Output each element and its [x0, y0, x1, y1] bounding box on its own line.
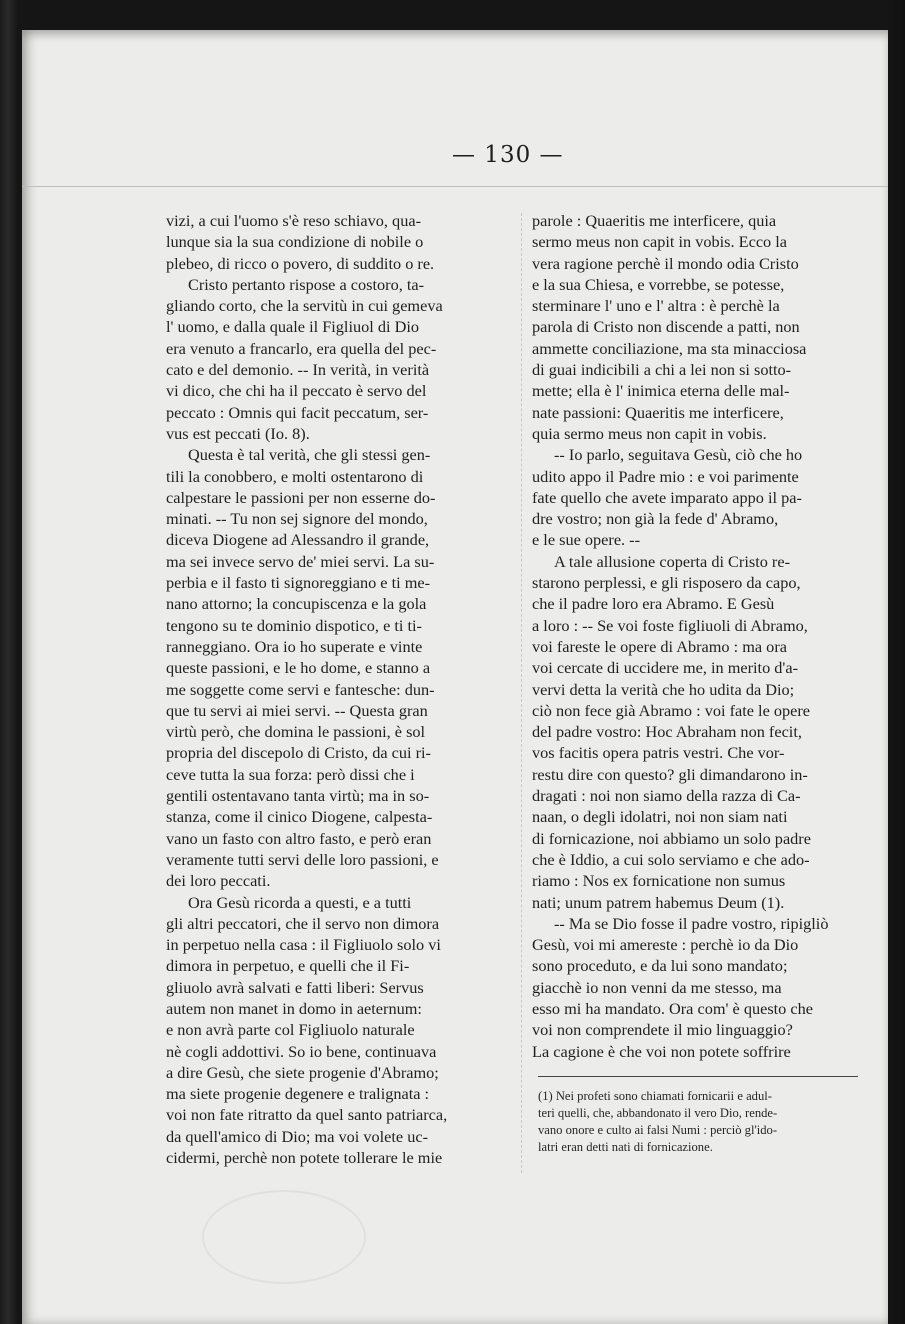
column-divider — [521, 213, 522, 1173]
book-page — [22, 30, 888, 1324]
faded-stamp — [202, 1190, 366, 1284]
left-paragraph: Cristo pertanto rispose a costoro, ta- gliando corto, che la servitù in cui gemeva l' uomo, e dalla quale il Figliuol di Dio era venuto a francarlo, era quella del pec- cato e del demonio. -- In verità, in verità vi dico, che chi ha il peccato è servo del peccato : Omnis qui facit peccatum, ser- vus est peccati (Io. 8). — [166, 274, 443, 443]
left-paragraph: vizi, a cui l'uomo s'è reso schiavo, qua- lunque sia la sua condizione di nobile o plebeo, di ricco o povero, di suddito o re. — [166, 211, 435, 273]
right-paragraph: -- Ma se Dio fosse il padre vostro, ripigliò Gesù, voi mi amereste : perchè io da Dio sono proceduto, e da lui sono mandato; giacchè io non venni da me stesso, ma esso mi ha mandato. Ora com' è questo che voi non comprendete il mio linguaggio? La cagione è che voi non potete soffrire — [532, 913, 829, 1061]
left-paragraph: Ora Gesù ricorda a questi, e a tutti gli altri peccatori, che il servo non dimora in perpetuo nella casa : il Figliuolo solo vi dimora in perpetuo, e quelli che il Fi- gliuolo avrà salvati e fatti liberi: Servus autem non manet in domo in aeternum: e non avrà parte col Figliuolo naturale nè cogli addottivi. So io bene, continuava a dire Gesù, che siete progenie d'Abramo; ma siete progenie degenere e tralignata : voi non fate ritratto da quel santo patriarca, da quell'amico di Dio; ma voi volete uc- cidermi, perchè non potete tollerare le mie — [166, 892, 448, 1168]
left-paragraph: Questa è tal verità, che gli stessi gen- tili la conobbero, e molti ostentarono di calpestare le passioni per non esserne do- minati. -- Tu non sej signore del mondo, diceva Diogene ad Alessandro il grande, ma sei invece servo de' miei servi. La su- perbia e il fasto ti signoreggiano e ti me- nano attorno; la concupiscenza e la gola tengono su te dominio dispotico, e ti ti- ranneggiano. Ora io ho superate e vinte queste passioni, e le ho dome, e stanno a me soggette come servi e fantesche: dun- que tu servi ai miei servi. -- Questa gran virtù però, che domina le passioni, è sol propria del discepolo di Cristo, da cui ri- ceve tutta la sua forza: però dissi che i gentili ostentavano tanta virtù; ma in so- stanza, come il cinico Diogene, calpesta- vano un fasto con altro fasto, e però eran veramente tutti servi delle loro passioni, e dei loro peccati. — [166, 445, 439, 891]
right-paragraph: A tale allusione coperta di Cristo re- starono perplessi, e gli risposero da capo, che il padre loro era Abramo. E Gesù a loro : -- Se voi foste figliuoli di Abramo, voi fareste le opere di Abramo : ma ora voi cercate di uccidere me, in merito d'a- vervi detta la verità che ho udita da Dio; ciò non fece già Abramo : voi fate le opere del padre vostro: Hoc Abraham non fecit, vos facitis opera patris vestri. Che vor- restu dire con questo? gli dimandarono in- dragati : noi non siamo della razza di Ca- naan, o degli idolatri, noi non siam nati di fornicazione, noi abbiamo un solo padre che è Iddio, a cui solo serviamo e che ado- riamo : Nos ex fornicatione non sumus nati; unum patrem habemus Deum (1). — [532, 551, 811, 912]
footnote: (1) Nei profeti sono chiamati fornicarii e adul- teri quelli, che, abbandonato il vero Dio, rende- vano onore e culto ai falsi Numi : perciò gl'ido- latri eran detti nati di fornicazione. — [538, 1089, 778, 1154]
right-paragraph: parole : Quaeritis me interficere, quia sermo meus non capit in vobis. Ecco la vera ragione perchè il mondo odia Cristo e la sua Chiesa, e vorrebbe, se potesse, sterminare l' uno e l' altra : è perchè la parola di Cristo non discende a patti, non ammette conciliazione, ma sta minacciosa di guai indicibili a chi a lei non si sotto- mette; ella è l' inimica eterna delle mal- nate passioni: Quaeritis me interficere, quia sermo meus non capit in vobis. — [532, 211, 807, 443]
footnote-rule — [538, 1076, 858, 1077]
right-paragraph: -- Io parlo, seguitava Gesù, ciò che ho udito appo il Padre mio : e voi parimente fate quello che avete imparato appo il pa- dre vostro; non già la fede d' Abramo, e le sue opere. -- — [532, 445, 803, 550]
page-number: — 130 — — [452, 142, 564, 168]
left-column — [166, 210, 508, 1168]
right-column — [532, 210, 847, 1062]
